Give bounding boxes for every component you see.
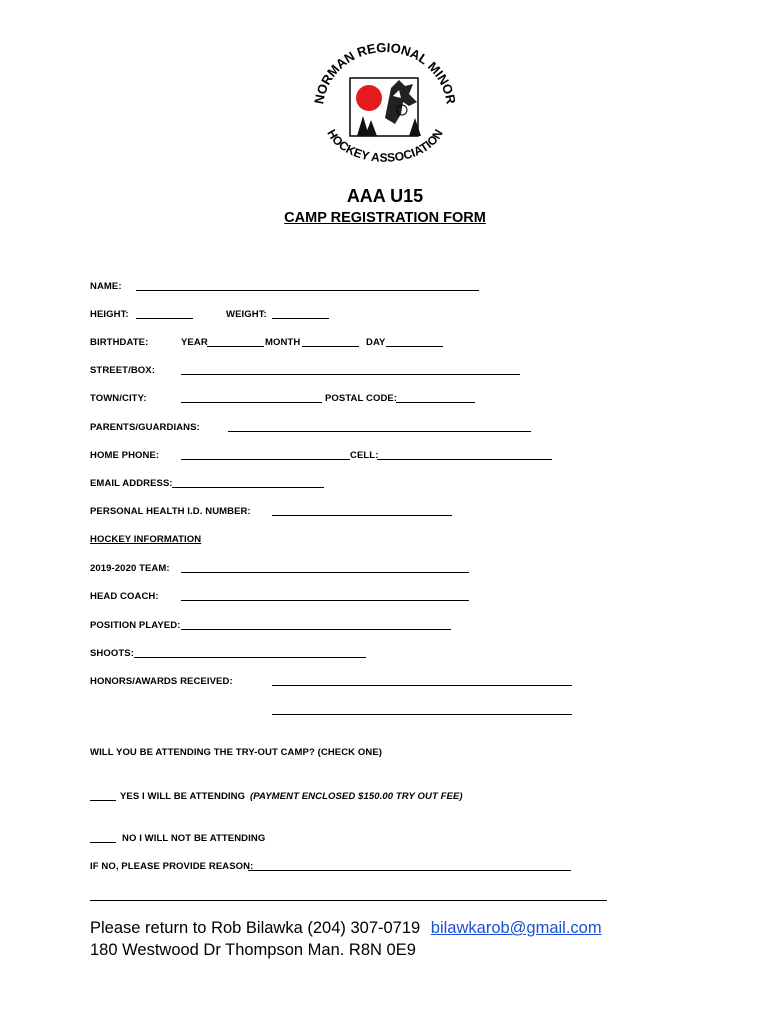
yes-note: (PAYMENT ENCLOSED $150.00 TRY OUT FEE) (250, 791, 463, 802)
form-title: AAA U15 (346, 186, 424, 206)
footer-line-1 (90, 919, 602, 938)
team-field[interactable] (181, 572, 469, 573)
wolf-logo-icon (305, 40, 465, 175)
cell-label: CELL: (350, 450, 379, 461)
weight-label: WEIGHT: (226, 309, 267, 320)
height-label: HEIGHT: (90, 309, 129, 320)
parents-label: PARENTS/GUARDIANS: (90, 422, 200, 433)
logo (305, 40, 465, 175)
month-field[interactable] (302, 346, 359, 347)
reason-field[interactable] (248, 870, 571, 871)
town-field[interactable] (181, 402, 322, 403)
hockey-heading: HOCKEY INFORMATION (90, 534, 202, 545)
day-label: DAY (366, 337, 386, 348)
position-field[interactable] (181, 629, 451, 630)
year-label: YEAR (181, 337, 208, 348)
logo-top-text: NORMAN REGIONAL MINOR (311, 40, 459, 106)
name-label: NAME: (90, 281, 122, 292)
reason-label: IF NO, PLEASE PROVIDE REASON: (90, 861, 254, 872)
svg-text:HOCKEY ASSOCIATION (324, 127, 445, 165)
form-subtitle: CAMP REGISTRATION FORM (284, 210, 486, 226)
postal-label: POSTAL CODE: (325, 393, 398, 404)
honors-label: HONORS/AWARDS RECEIVED: (90, 676, 233, 687)
day-field[interactable] (386, 346, 443, 347)
birthdate-label: BIRTHDATE: (90, 337, 149, 348)
coach-field[interactable] (181, 600, 469, 601)
home-phone-label: HOME PHONE: (90, 450, 160, 461)
cell-field[interactable] (377, 459, 552, 460)
no-label: NO I WILL NOT BE ATTENDING (122, 833, 266, 844)
position-label: POSITION PLAYED: (90, 620, 181, 631)
return-text: Please return to Rob Bilawka (204) 307-0719 (90, 919, 421, 937)
footer-address: 180 Westwood Dr Thompson Man. R8N 0E9 (90, 941, 416, 959)
no-checkbox[interactable] (90, 842, 116, 843)
email-field[interactable] (172, 487, 324, 488)
svg-text:NORMAN REGIONAL MINOR (311, 40, 459, 106)
street-field[interactable] (181, 374, 520, 375)
street-label: STREET/BOX: (90, 365, 155, 376)
postal-field[interactable] (396, 402, 475, 403)
parents-field[interactable] (228, 431, 531, 432)
name-field[interactable] (136, 290, 479, 291)
year-field[interactable] (207, 346, 264, 347)
height-field[interactable] (136, 318, 193, 319)
email-label: EMAIL ADDRESS: (90, 478, 173, 489)
shoots-field[interactable] (134, 657, 366, 658)
honors-field-2[interactable] (272, 714, 572, 715)
health-label: PERSONAL HEALTH I.D. NUMBER: (90, 506, 251, 517)
team-label: 2019-2020 TEAM: (90, 563, 170, 574)
month-label: MONTH (265, 337, 301, 348)
yes-checkbox[interactable] (90, 800, 116, 801)
email-link[interactable]: bilawkarob@gmail.com (430, 919, 602, 937)
honors-field-1[interactable] (272, 685, 572, 686)
coach-label: HEAD COACH: (90, 591, 159, 602)
logo-bottom-text: HOCKEY ASSOCIATION (324, 126, 446, 165)
reason-field-2[interactable] (90, 900, 607, 901)
yes-label: YES I WILL BE ATTENDING (120, 791, 246, 802)
tryout-question: WILL YOU BE ATTENDING THE TRY-OUT CAMP? (CHECK ONE) (90, 747, 383, 758)
shoots-label: SHOOTS: (90, 648, 134, 659)
health-field[interactable] (272, 515, 452, 516)
weight-field[interactable] (272, 318, 329, 319)
home-phone-field[interactable] (181, 459, 350, 460)
town-label: TOWN/CITY: (90, 393, 147, 404)
